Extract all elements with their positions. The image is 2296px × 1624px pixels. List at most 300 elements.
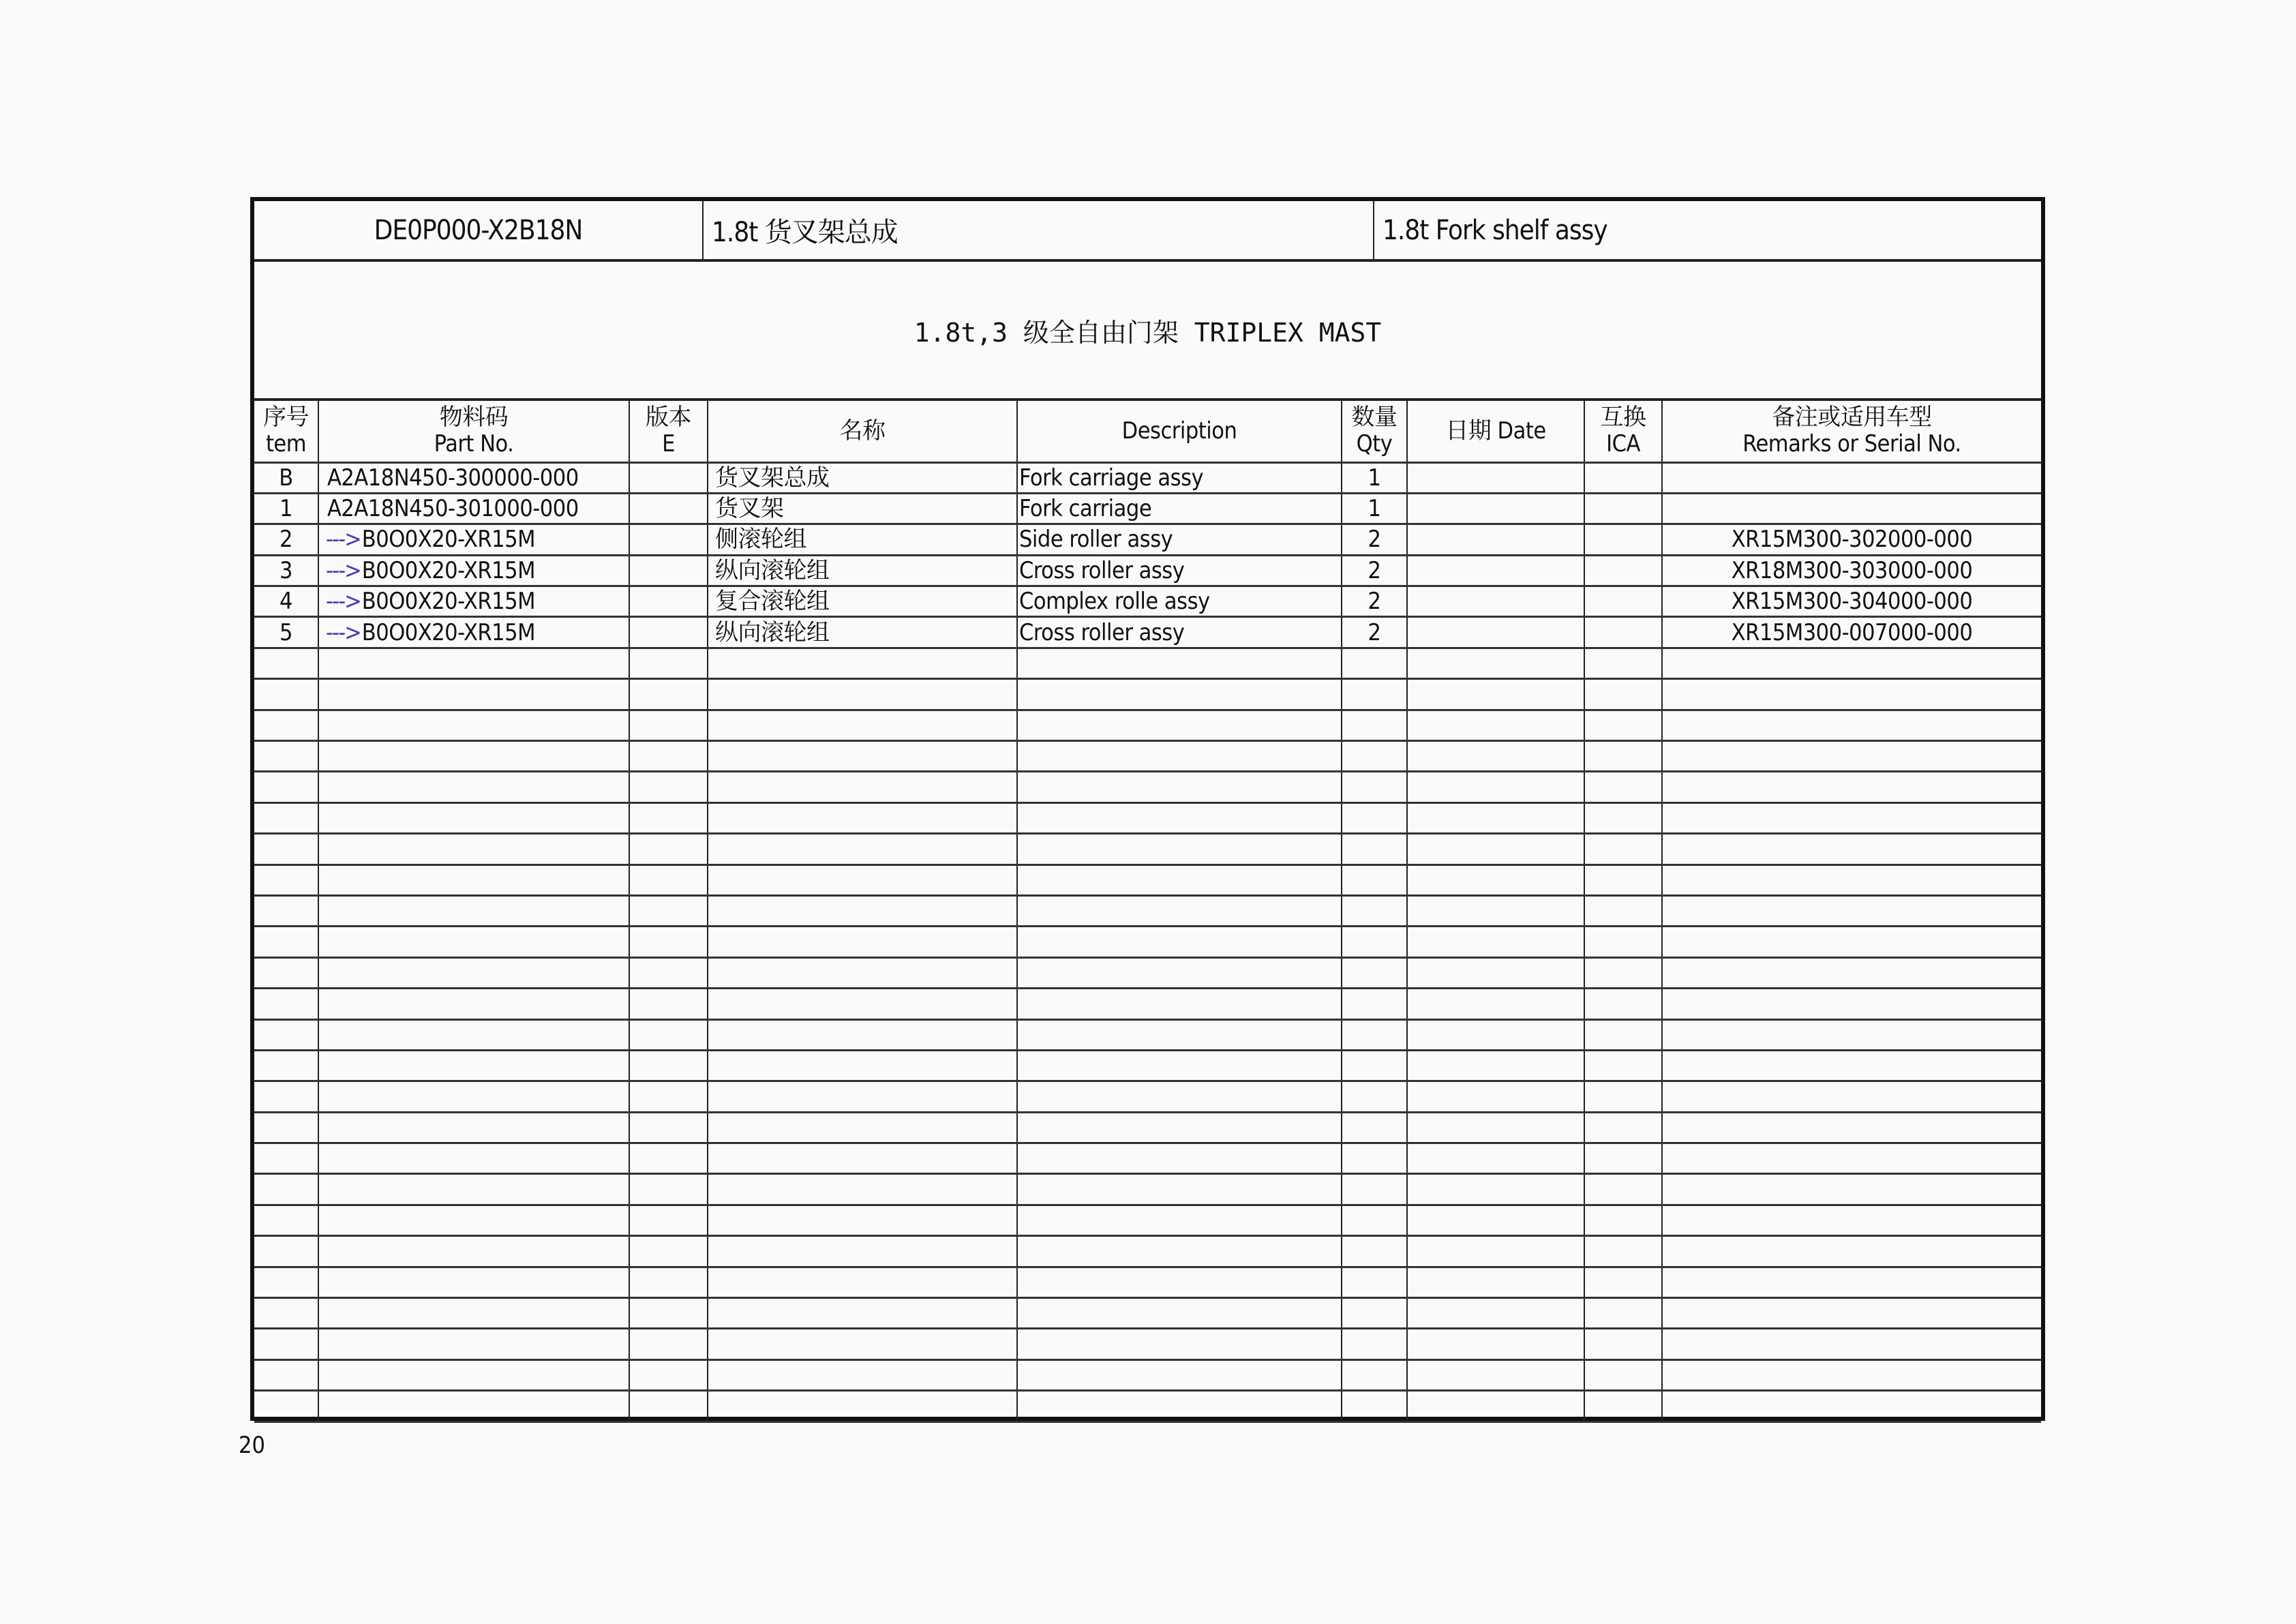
bom-rows: [254, 462, 2041, 648]
empty-cell: [629, 1143, 708, 1174]
empty-cell: [254, 864, 318, 895]
empty-cell: [1584, 895, 1662, 926]
empty-cell: [318, 1391, 629, 1422]
table-row: [254, 462, 2041, 493]
empty-cell: [1017, 927, 1342, 957]
child-arrow-icon: --->: [326, 588, 361, 616]
empty-cell: [629, 834, 708, 864]
cell-name-cn: 货叉架总成: [708, 462, 1017, 493]
empty-cell: [1342, 1112, 1407, 1143]
empty-cell: [629, 1391, 708, 1422]
cell-qty: 1: [1342, 493, 1407, 524]
empty-cell: [1342, 1329, 1407, 1359]
empty-cell: [254, 989, 318, 1019]
empty-cell: [254, 1298, 318, 1329]
empty-cell: [1017, 989, 1342, 1019]
empty-cell: [1017, 1081, 1342, 1112]
empty-cell: [254, 1112, 318, 1143]
cell-description: Fork carriage assy: [1017, 462, 1342, 493]
empty-table-row: [254, 1236, 2041, 1267]
empty-cell: [318, 1050, 629, 1081]
empty-cell: [254, 648, 318, 678]
cell-ica: [1584, 462, 1662, 493]
cell-ica: [1584, 524, 1662, 555]
empty-cell: [254, 1019, 318, 1050]
cell-remarks: [1662, 462, 2041, 493]
col-header-remarks: [1662, 401, 2041, 462]
empty-cell: [1017, 679, 1342, 710]
empty-cell: [1017, 1267, 1342, 1297]
empty-cell: [1342, 1391, 1407, 1422]
empty-cell: [254, 679, 318, 710]
col-label-cn: 物料码: [439, 404, 509, 432]
empty-cell: [708, 1050, 1017, 1081]
cell-part-no: [318, 462, 629, 493]
cell-part-no: [318, 493, 629, 524]
col-label-en: Remarks or Serial No.: [1742, 430, 1961, 458]
empty-table-row: [254, 710, 2041, 740]
empty-cell: [1662, 1112, 2041, 1143]
empty-cell: [1584, 1267, 1662, 1297]
empty-cell: [254, 741, 318, 772]
cell-item: B: [254, 462, 318, 493]
empty-cell: [1342, 710, 1407, 740]
empty-cell: [1662, 679, 2041, 710]
empty-table-row: [254, 1298, 2041, 1329]
empty-cell: [1584, 1050, 1662, 1081]
empty-cell: [1017, 772, 1342, 802]
empty-cell: [1342, 834, 1407, 864]
empty-cell: [629, 741, 708, 772]
col-header-name-cn: [708, 401, 1017, 462]
empty-cell: [1584, 864, 1662, 895]
empty-cell: [1662, 895, 2041, 926]
empty-cell: [254, 1143, 318, 1174]
empty-cell: [1342, 989, 1407, 1019]
col-label-cn: 序号: [263, 404, 309, 432]
cell-date: [1407, 524, 1584, 555]
cell-ica: [1584, 586, 1662, 617]
section-title: 1.8t,3 级全自由门架 TRIPLEX MAST: [254, 262, 2041, 401]
empty-cell: [254, 1391, 318, 1422]
empty-cell: [708, 834, 1017, 864]
empty-table-row: [254, 957, 2041, 988]
cell-remarks: XR15M300-007000-000: [1662, 617, 2041, 648]
col-label-en: tem: [265, 430, 307, 458]
table-row: [254, 524, 2041, 555]
empty-cell: [708, 1019, 1017, 1050]
empty-cell: [629, 1205, 708, 1235]
empty-cell: [318, 1329, 629, 1359]
empty-cell: [318, 989, 629, 1019]
empty-cell: [318, 679, 629, 710]
empty-cell: [1584, 1143, 1662, 1174]
empty-cell: [1662, 741, 2041, 772]
empty-cell: [1342, 1019, 1407, 1050]
empty-table-row: [254, 741, 2041, 772]
cell-version: [629, 555, 708, 586]
empty-cell: [1017, 1359, 1342, 1390]
empty-cell: [318, 710, 629, 740]
col-header-version: [629, 401, 708, 462]
empty-cell: [1342, 1174, 1407, 1205]
empty-cell: [708, 927, 1017, 957]
empty-cell: [629, 1267, 708, 1297]
empty-cell: [254, 834, 318, 864]
cell-item: 1: [254, 493, 318, 524]
cell-description: Cross roller assy: [1017, 617, 1342, 648]
cell-description: Complex rolle assy: [1017, 586, 1342, 617]
cell-ica: [1584, 493, 1662, 524]
empty-cell: [318, 1267, 629, 1297]
empty-cell: [1584, 1205, 1662, 1235]
empty-cell: [708, 1329, 1017, 1359]
empty-cell: [708, 989, 1017, 1019]
empty-cell: [1584, 834, 1662, 864]
empty-cell: [1342, 679, 1407, 710]
empty-cell: [254, 1081, 318, 1112]
col-label-cn: 版本: [646, 404, 691, 432]
empty-cell: [708, 864, 1017, 895]
empty-cell: [1662, 1298, 2041, 1329]
empty-cell: [1662, 1143, 2041, 1174]
empty-cell: [254, 802, 318, 833]
empty-cell: [1662, 957, 2041, 988]
empty-table-row: [254, 1112, 2041, 1143]
empty-cell: [708, 957, 1017, 988]
cell-part-no: [318, 555, 629, 586]
cell-date: [1407, 586, 1584, 617]
empty-cell: [629, 957, 708, 988]
empty-cell: [1017, 864, 1342, 895]
empty-cell: [629, 989, 708, 1019]
empty-cell: [318, 1019, 629, 1050]
empty-table-row: [254, 1019, 2041, 1050]
empty-table-row: [254, 1329, 2041, 1359]
col-label-en: E: [662, 430, 675, 458]
empty-cell: [1584, 741, 1662, 772]
empty-cell: [1584, 957, 1662, 988]
empty-cell: [708, 1267, 1017, 1297]
empty-cell: [1342, 864, 1407, 895]
empty-cell: [1584, 1112, 1662, 1143]
col-header-date: [1407, 401, 1584, 462]
empty-cell: [1017, 1050, 1342, 1081]
part-no-text: A2A18N450-300000-000: [327, 464, 579, 492]
empty-cell: [708, 1298, 1017, 1329]
col-label-en: Part No.: [434, 430, 514, 458]
cell-description: Cross roller assy: [1017, 555, 1342, 586]
empty-cell: [1662, 802, 2041, 833]
col-header-description: [1017, 401, 1342, 462]
empty-table-row: [254, 989, 2041, 1019]
empty-table-row: [254, 1143, 2041, 1174]
empty-cell: [1407, 1391, 1584, 1422]
assembly-title-en: 1.8t Fork shelf assy: [1383, 214, 1607, 246]
part-no-text: B0O0X20-XR15M: [361, 618, 535, 646]
cell-qty: 2: [1342, 617, 1407, 648]
part-no-text: B0O0X20-XR15M: [361, 526, 535, 554]
empty-cell: [254, 927, 318, 957]
empty-table-row: [254, 1359, 2041, 1390]
empty-table-row: [254, 927, 2041, 957]
table-row: [254, 555, 2041, 586]
empty-cell: [1342, 1050, 1407, 1081]
empty-cell: [1662, 1081, 2041, 1112]
cell-qty: 2: [1342, 586, 1407, 617]
empty-cell: [708, 1143, 1017, 1174]
empty-cell: [318, 648, 629, 678]
empty-cell: [318, 957, 629, 988]
empty-cell: [1662, 648, 2041, 678]
cell-qty: 1: [1342, 462, 1407, 493]
empty-cell: [1407, 989, 1584, 1019]
empty-table-row: [254, 1081, 2041, 1112]
empty-cell: [1342, 648, 1407, 678]
empty-cell: [1342, 1298, 1407, 1329]
cell-item: 3: [254, 555, 318, 586]
empty-cell: [254, 772, 318, 802]
col-label-en: 日期 Date: [1445, 417, 1546, 445]
empty-cell: [318, 1112, 629, 1143]
cell-name-cn: 纵向滚轮组: [708, 555, 1017, 586]
empty-cell: [1662, 772, 2041, 802]
empty-cell: [318, 1359, 629, 1390]
empty-cell: [1407, 1298, 1584, 1329]
empty-cell: [629, 1081, 708, 1112]
empty-cell: [1584, 1174, 1662, 1205]
empty-cell: [318, 741, 629, 772]
table-row: [254, 586, 2041, 617]
empty-cell: [254, 957, 318, 988]
empty-cell: [1584, 1236, 1662, 1267]
cell-name-cn: 复合滚轮组: [708, 586, 1017, 617]
empty-cell: [1017, 1298, 1342, 1329]
empty-table-row: [254, 1174, 2041, 1205]
empty-cell: [1407, 1174, 1584, 1205]
empty-cell: [708, 1359, 1017, 1390]
empty-cell: [1342, 1267, 1407, 1297]
col-label-cn: 备注或适用车型: [1772, 404, 1932, 432]
empty-cell: [1407, 864, 1584, 895]
empty-cell: [1407, 895, 1584, 926]
empty-cell: [1662, 1359, 2041, 1390]
part-no-text: A2A18N450-301000-000: [327, 495, 579, 523]
empty-cell: [1662, 864, 2041, 895]
empty-cell: [708, 1236, 1017, 1267]
empty-table-row: [254, 864, 2041, 895]
page-number: 20: [239, 1432, 265, 1459]
empty-cell: [1017, 1205, 1342, 1235]
cell-ica: [1584, 617, 1662, 648]
empty-cell: [1662, 927, 2041, 957]
cell-name-cn: 货叉架: [708, 493, 1017, 524]
assembly-title-cn: 1.8t 货叉架总成: [704, 201, 1374, 259]
empty-cell: [1342, 957, 1407, 988]
cell-name-cn: 纵向滚轮组: [708, 617, 1017, 648]
empty-cell: [1584, 710, 1662, 740]
empty-cell: [254, 895, 318, 926]
empty-cell: [629, 772, 708, 802]
part-no-text: B0O0X20-XR15M: [361, 556, 535, 584]
empty-table-row: [254, 1267, 2041, 1297]
column-header-row: [254, 401, 2041, 462]
empty-cell: [708, 648, 1017, 678]
empty-cell: [1662, 989, 2041, 1019]
empty-cell: [318, 1081, 629, 1112]
empty-cell: [1662, 1019, 2041, 1050]
empty-table-row: [254, 895, 2041, 926]
empty-cell: [1407, 1019, 1584, 1050]
empty-cell: [254, 1359, 318, 1390]
cell-date: [1407, 617, 1584, 648]
empty-rows: [254, 648, 2041, 1422]
empty-cell: [318, 1236, 629, 1267]
empty-cell: [629, 802, 708, 833]
empty-table-row: [254, 834, 2041, 864]
cell-version: [629, 586, 708, 617]
empty-cell: [254, 1050, 318, 1081]
empty-cell: [1584, 927, 1662, 957]
empty-cell: [1017, 957, 1342, 988]
empty-cell: [1407, 772, 1584, 802]
empty-cell: [254, 1267, 318, 1297]
cell-version: [629, 493, 708, 524]
empty-cell: [1584, 1298, 1662, 1329]
empty-cell: [1017, 710, 1342, 740]
cell-remarks: XR15M300-304000-000: [1662, 586, 2041, 617]
empty-cell: [1407, 1081, 1584, 1112]
empty-cell: [318, 895, 629, 926]
col-label-cn: 名称: [839, 417, 886, 445]
empty-cell: [629, 864, 708, 895]
cell-description: Side roller assy: [1017, 524, 1342, 555]
empty-cell: [318, 1298, 629, 1329]
table-row: [254, 493, 2041, 524]
empty-cell: [1662, 834, 2041, 864]
empty-cell: [1584, 1019, 1662, 1050]
empty-cell: [1017, 741, 1342, 772]
child-arrow-icon: --->: [326, 526, 361, 554]
empty-cell: [708, 741, 1017, 772]
empty-cell: [318, 802, 629, 833]
empty-cell: [1407, 957, 1584, 988]
empty-table-row: [254, 648, 2041, 678]
empty-cell: [629, 1019, 708, 1050]
cell-remarks: XR18M300-303000-000: [1662, 555, 2041, 586]
empty-cell: [1584, 1329, 1662, 1359]
empty-cell: [1584, 679, 1662, 710]
empty-cell: [254, 1174, 318, 1205]
cell-part-no: [318, 524, 629, 555]
bom-sheet: [250, 197, 2045, 1421]
empty-cell: [1662, 710, 2041, 740]
cell-ica: [1584, 555, 1662, 586]
bom-table: [254, 401, 2041, 1423]
cell-remarks: XR15M300-302000-000: [1662, 524, 2041, 555]
empty-cell: [1662, 1050, 2041, 1081]
empty-cell: [254, 1329, 318, 1359]
empty-cell: [1017, 1236, 1342, 1267]
empty-cell: [1342, 1143, 1407, 1174]
empty-cell: [708, 1081, 1017, 1112]
empty-cell: [1017, 1174, 1342, 1205]
empty-cell: [1407, 1329, 1584, 1359]
empty-cell: [1407, 802, 1584, 833]
child-arrow-icon: --->: [326, 618, 361, 646]
empty-cell: [708, 1391, 1017, 1422]
empty-cell: [1342, 1236, 1407, 1267]
cell-version: [629, 524, 708, 555]
empty-cell: [1407, 1236, 1584, 1267]
empty-cell: [708, 1205, 1017, 1235]
empty-cell: [1407, 1267, 1584, 1297]
empty-table-row: [254, 802, 2041, 833]
empty-cell: [318, 1205, 629, 1235]
cell-description: Fork carriage: [1017, 493, 1342, 524]
empty-cell: [318, 1174, 629, 1205]
empty-cell: [1584, 772, 1662, 802]
empty-cell: [1017, 1391, 1342, 1422]
empty-cell: [708, 895, 1017, 926]
empty-cell: [629, 710, 708, 740]
empty-cell: [629, 1174, 708, 1205]
cell-name-cn: 侧滚轮组: [708, 524, 1017, 555]
empty-cell: [1017, 834, 1342, 864]
cell-date: [1407, 493, 1584, 524]
empty-cell: [318, 1143, 629, 1174]
cell-version: [629, 617, 708, 648]
cell-date: [1407, 462, 1584, 493]
empty-cell: [1017, 1019, 1342, 1050]
empty-cell: [1342, 1081, 1407, 1112]
cell-date: [1407, 555, 1584, 586]
empty-cell: [1584, 1359, 1662, 1390]
empty-cell: [1407, 1112, 1584, 1143]
cell-qty: 2: [1342, 555, 1407, 586]
empty-cell: [1342, 927, 1407, 957]
cell-remarks: [1662, 493, 2041, 524]
child-arrow-icon: --->: [326, 556, 361, 584]
empty-cell: [1407, 679, 1584, 710]
empty-cell: [1407, 741, 1584, 772]
empty-cell: [1584, 648, 1662, 678]
empty-cell: [1584, 802, 1662, 833]
cell-qty: 2: [1342, 524, 1407, 555]
empty-cell: [708, 802, 1017, 833]
empty-cell: [1662, 1329, 2041, 1359]
empty-table-row: [254, 1205, 2041, 1235]
col-header-part-no: [318, 401, 629, 462]
empty-cell: [1017, 895, 1342, 926]
empty-cell: [1342, 895, 1407, 926]
empty-cell: [1662, 1267, 2041, 1297]
empty-cell: [318, 772, 629, 802]
empty-cell: [1584, 1391, 1662, 1422]
empty-table-row: [254, 1050, 2041, 1081]
empty-cell: [1017, 1112, 1342, 1143]
empty-cell: [1342, 741, 1407, 772]
empty-cell: [629, 1298, 708, 1329]
empty-table-row: [254, 772, 2041, 802]
cell-item: 2: [254, 524, 318, 555]
empty-cell: [708, 772, 1017, 802]
col-header-ica: [1584, 401, 1662, 462]
col-label-cn: 互换: [1600, 404, 1646, 432]
empty-cell: [629, 1329, 708, 1359]
empty-cell: [1407, 710, 1584, 740]
empty-cell: [1407, 834, 1584, 864]
